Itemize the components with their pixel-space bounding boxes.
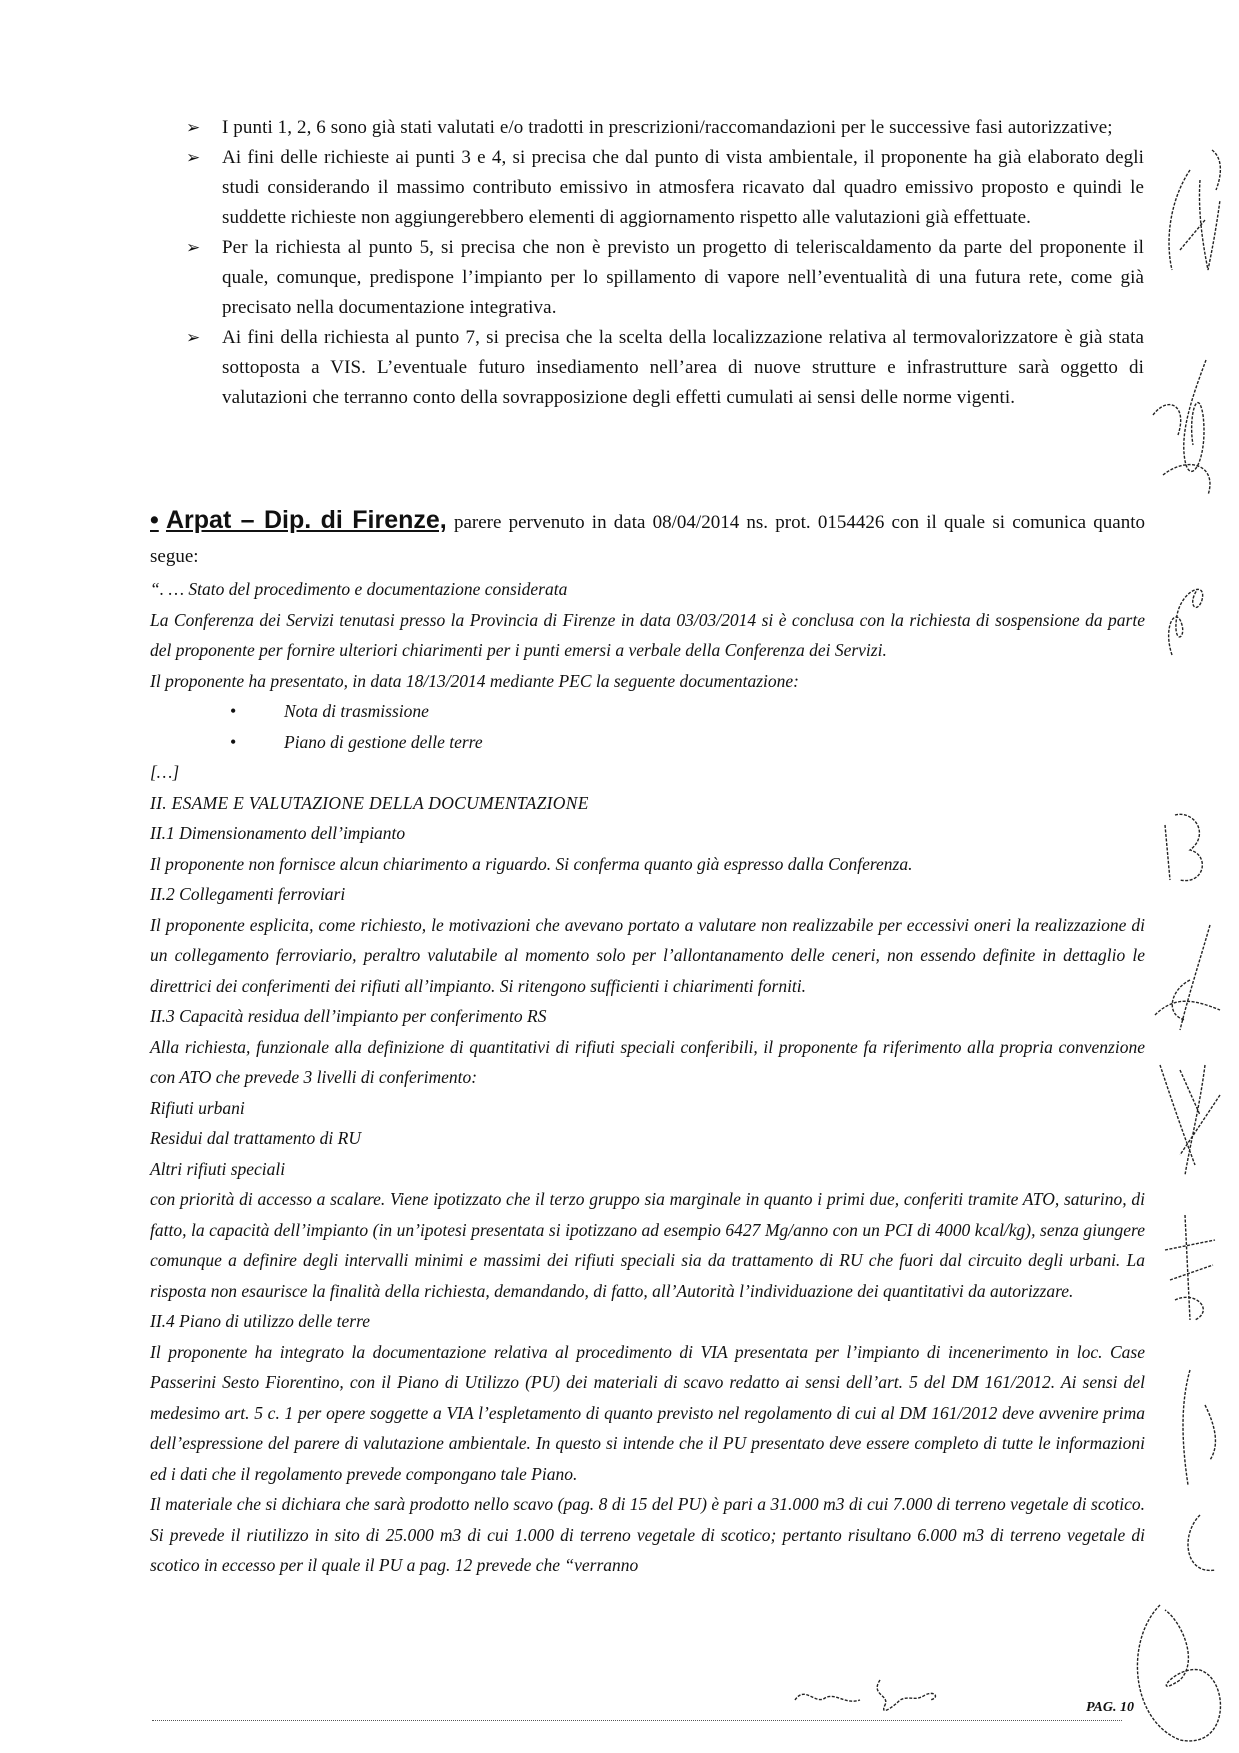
footer-rule (152, 1720, 1122, 1721)
list-item (230, 696, 1145, 727)
subheading: II.2 Collegamenti ferroviari (150, 884, 346, 904)
dot-bullet-icon: • (230, 701, 237, 721)
arrow-bullet-icon: ➢ (186, 148, 201, 167)
signature-initial-2 (1148, 355, 1228, 505)
section-title: Arpat – Dip. di Firenze, (165, 506, 447, 534)
level-item: Residui dal trattamento di RU (150, 1128, 361, 1148)
response-bullet-list (186, 113, 1144, 413)
subheading: II.3 Capacità residua dell’impianto per conferimento RS (150, 1006, 547, 1026)
section-bullet: • (150, 506, 159, 534)
paragraph: Il proponente non fornisce alcun chiarimento a riguardo. Si conferma quanto già espresso dalla Conferenza. (150, 853, 913, 874)
document-name: Nota di trasmissione (284, 701, 429, 721)
paragraph: Il proponente esplicita, come richiesto, le motivazioni che avevano portato a valutare non realizzabile per eccessivi oneri la realizzazione di un collegamento ferroviario, peraltro valutabile al momento solo per l’allontanamento delle ceneri, non essendo definite in dettaglio le direttrici dei conferimenti dei rifiuti all’impianto. Si ritengono sufficienti i chiarimenti forniti. (150, 914, 1145, 996)
page-number: PAG. 10 (1086, 1700, 1134, 1715)
paragraph: Il materiale che si dichiara che sarà prodotto nello scavo (pag. 8 di 15 del PU) è pari a 31.000 m3 di cui 7.000 di terreno vegetale di scotico. Si prevede il riutilizzo in sito di 25.000 m3 di cui 1.000 di terreno vegetale di scotico; pertanto risultano 6.000 m3 di terreno vegetale di scotico in eccesso per il quale il PU a pag. 12 prevede che “verranno (150, 1494, 1145, 1575)
arrow-bullet-icon: ➢ (186, 328, 201, 347)
arrow-bullet-icon: ➢ (186, 118, 201, 137)
document-list (150, 696, 1145, 757)
level-item: Altri rifiuti speciali (150, 1158, 286, 1179)
arrow-bullet-icon: ➢ (186, 238, 201, 257)
paragraph: con priorità di accesso a scalare. Viene ipotizzato che il terzo gruppo sia marginale in quanto i primi due, conferiti tramite ATO, saturino, di fatto, la capacità dell’impianto (in un’ipotesi presentata si ipotizzano ad esempio 6427 Mg/anno con un PCI di 4000 kcal/kg), senza giungere comunque a definire degli intervalli minimi e massimi dei rifiuti speciali sia da trattamento di RU che fuori dal circuito degli urbani. La risposta non esaurisce la finalità della richiesta, demandando, di fatto, all’Autorità l’individuazione dei quantitativi da autorizzare. (150, 1189, 1145, 1301)
dot-bullet-icon: • (230, 731, 237, 752)
ellipsis: […] (150, 762, 180, 782)
document-name: Piano di gestione delle terre (284, 731, 483, 752)
bullet-text: Ai fini della richiesta al punto 7, si precisa che la scelta della localizzazione relativa al termovalorizzatore è già stata sottoposta a VIS. L’eventuale futuro insediamento nell’area di nuove strutture e infrastrutture sarà oggetto di valutazioni che terranno conto della sovrapposizione degli effetti cumulati ai sensi delle norme vigenti. (222, 327, 1144, 408)
list-item (230, 727, 1145, 758)
quote-open: “. … Stato del procedimento e documentazione considerata (150, 579, 568, 599)
bullet-text: Per la richiesta al punto 5, si precisa che non è previsto un progetto di teleriscaldamento da parte del proponente il quale, comunque, predispone l’impianto per lo spillamento di vapore nell’eventualità di una futura rete, come già precisato nella documentazione integrativa. (222, 237, 1144, 318)
list-item (186, 233, 1144, 323)
signature-initial-6 (1150, 1055, 1230, 1185)
section-intro: parere pervenuto in data 08/04/2014 ns. prot. 0154426 con il quale si comunica quanto segue: (150, 512, 1146, 567)
list-item (186, 143, 1144, 233)
subheading: II.4 Piano di utilizzo delle terre (150, 1311, 371, 1331)
paragraph: Il proponente ha presentato, in data 18/13/2014 mediante PEC la seguente documentazione: (150, 670, 800, 691)
section-heading (150, 503, 1145, 574)
signature-initial-3 (1152, 565, 1222, 675)
signature-initial-4 (1155, 805, 1225, 895)
paragraph: Il proponente ha integrato la documentazione relativa al procedimento di VIA presentata per l’impianto di incenerimento in loc. Case Passerini Sesto Fiorentino, con il Piano di Utilizzo (PU) dei materiali di scavo redatto ai sensi dell’art. 5 del DM 161/2012. Ai sensi del medesimo art. 5 c. 1 per opere soggette a VIA l’espletamento di quanto previsto nel regolamento di cui al DM 161/2012 deve avvenire prima dell’espressione del parere di valutazione ambientale. In questo si intende che il PU presentato deve essere completo di tutte le informazioni ed i dati che il regolamento prevede compongano tale Piano. (150, 1341, 1145, 1484)
arpat-section (150, 503, 1145, 1581)
signature-initial-7 (1155, 1210, 1225, 1330)
heading-main: II. ESAME E VALUTAZIONE DELLA DOCUMENTAZIONE (150, 792, 589, 813)
paragraph: La Conferenza dei Servizi tenutasi presso la Provincia di Firenze in data 03/03/2014 si è conclusa con la richiesta di sospensione da parte del proponente per fornire ulteriori chiarimenti per i punti emersi a verbale della Conferenza dei Servizi. (150, 609, 1145, 660)
bullet-text: Ai fini delle richieste ai punti 3 e 4, si precisa che dal punto di vista ambientale, il proponente ha già elaborato degli studi considerando il massimo contributo emissivo in atmosfera ricavato dal quadro emissivo proposto e quindi le suddette richieste non aggiungerebbero elementi di aggiornamento rispetto alle valutazioni già effettuate. (222, 147, 1144, 228)
list-item (186, 323, 1144, 413)
signature-initial-5 (1150, 920, 1225, 1040)
subheading: II.1 Dimensionamento dell’impianto (150, 823, 406, 843)
signature-initial-8 (1160, 1365, 1230, 1585)
list-item (186, 113, 1144, 143)
page-footer (152, 1700, 1142, 1730)
level-item: Rifiuti urbani (150, 1097, 245, 1118)
signature-initial-1 (1150, 140, 1230, 290)
paragraph: Alla richiesta, funzionale alla definizione di quantitativi di rifiuti speciali conferibili, il proponente fa riferimento alla propria convenzione con ATO che prevede 3 livelli di conferimento: (150, 1036, 1145, 1087)
bullet-text: I punti 1, 2, 6 sono già stati valutati e/o tradotti in prescrizioni/raccomandazioni per le successive fasi autorizzative; (222, 117, 1113, 138)
